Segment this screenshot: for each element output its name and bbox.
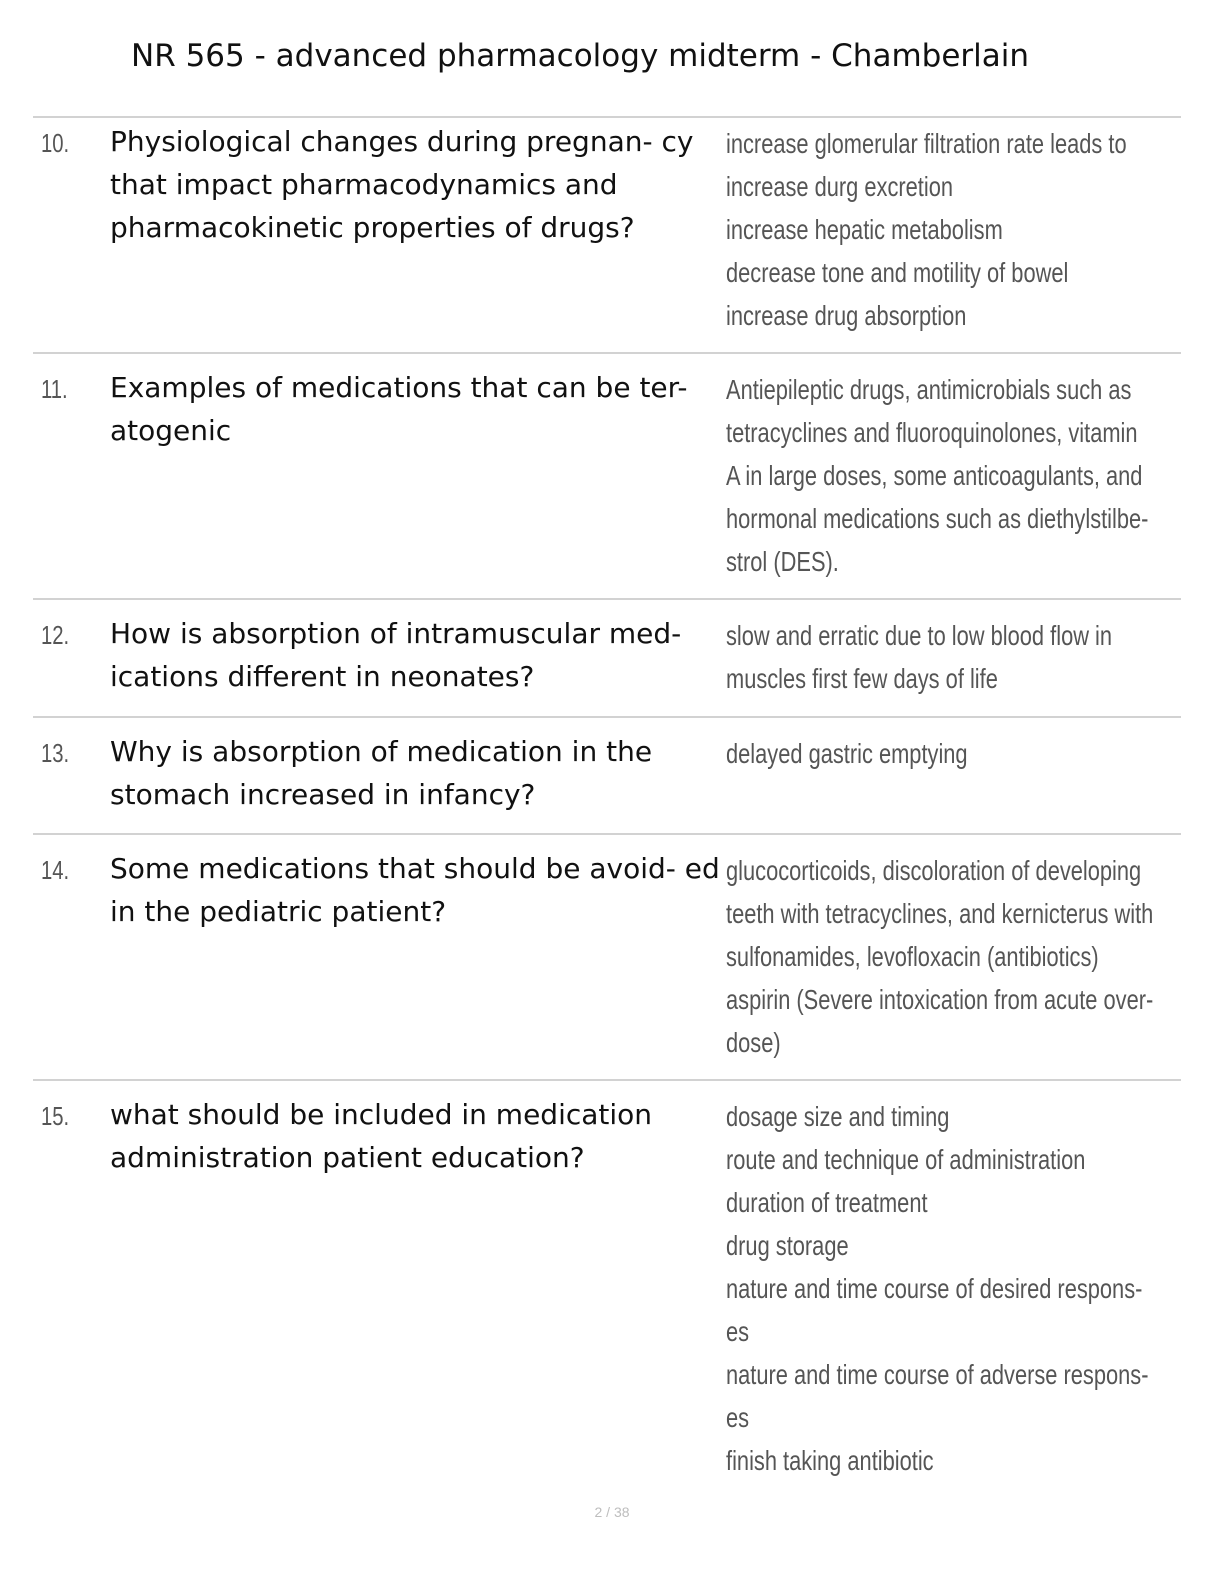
answer-line: route and technique of administration xyxy=(726,1144,1086,1175)
answer-line: increase glomerular filtration rate leads to xyxy=(726,128,1127,159)
answer-line: teeth with tetracyclines, and kernicterus with xyxy=(726,898,1154,929)
answer-line: hormonal medications such as diethylstilbe- xyxy=(726,503,1149,534)
card-answer xyxy=(726,849,1167,1064)
divider xyxy=(33,1079,1181,1081)
answer-line: decrease tone and motility of bowel xyxy=(726,257,1069,288)
answer-line: tetracyclines and fluoroquinolones, vitamin xyxy=(726,417,1138,448)
card-answer xyxy=(726,368,1167,583)
answer-line: drug storage xyxy=(726,1230,849,1261)
answer-line: nature and time course of desired respons- xyxy=(726,1273,1143,1304)
divider xyxy=(33,833,1181,835)
divider xyxy=(33,352,1181,354)
answer-line: es xyxy=(726,1402,750,1433)
card-answer xyxy=(726,614,1167,700)
document-title: NR 565 - advanced pharmacology midterm - Chamberlain xyxy=(131,38,1030,74)
card-number: 12. xyxy=(41,620,70,650)
answer-line: Antiepileptic drugs, antimicrobials such as xyxy=(726,374,1132,405)
card-number: 11. xyxy=(41,374,68,404)
card-question: Physiological changes during pregnan- cy that impact pharmacodynamics and pharmacokinetic properties of drugs? xyxy=(110,125,694,244)
answer-line: A in large doses, some anticoagulants, and xyxy=(726,460,1143,491)
answer-line: nature and time course of adverse respons- xyxy=(726,1359,1149,1390)
card-answer xyxy=(726,122,1167,337)
card-answer xyxy=(726,732,1167,775)
card-number: 10. xyxy=(41,128,70,158)
card-question: How is absorption of intramuscular med- ications different in neonates? xyxy=(110,617,682,693)
answer-line: aspirin (Severe intoxication from acute over- xyxy=(726,984,1154,1015)
card-number: 15. xyxy=(41,1101,70,1131)
card-number: 13. xyxy=(41,738,70,768)
card-question: what should be included in medication administration patient education? xyxy=(110,1098,653,1174)
answer-line: glucocorticoids, discoloration of developing xyxy=(726,855,1142,886)
answer-line: es xyxy=(726,1316,750,1347)
divider xyxy=(33,716,1181,718)
answer-line: increase hepatic metabolism xyxy=(726,214,1003,245)
answer-line: dosage size and timing xyxy=(726,1101,950,1132)
card-answer xyxy=(726,1095,1167,1482)
divider xyxy=(33,598,1181,600)
card-question: Examples of medications that can be ter- atogenic xyxy=(110,371,688,447)
answer-line: slow and erratic due to low blood flow in xyxy=(726,620,1113,651)
answer-line: increase durg excretion xyxy=(726,171,954,202)
page-indicator: 2 / 38 xyxy=(594,1504,630,1520)
answer-line: dose) xyxy=(726,1027,781,1058)
answer-line: sulfonamides, levofloxacin (antibiotics) xyxy=(726,941,1099,972)
card-question: Some medications that should be avoid- ed in the pediatric patient? xyxy=(110,852,720,928)
answer-line: muscles first few days of life xyxy=(726,663,998,694)
answer-line: delayed gastric emptying xyxy=(726,738,968,769)
answer-line: strol (DES). xyxy=(726,546,839,577)
card-question: Why is absorption of medication in the stomach increased in infancy? xyxy=(110,735,653,811)
answer-line: finish taking antibiotic xyxy=(726,1445,934,1476)
answer-line: increase drug absorption xyxy=(726,300,967,331)
answer-line: duration of treatment xyxy=(726,1187,928,1218)
divider xyxy=(33,116,1181,118)
card-number: 14. xyxy=(41,855,70,885)
